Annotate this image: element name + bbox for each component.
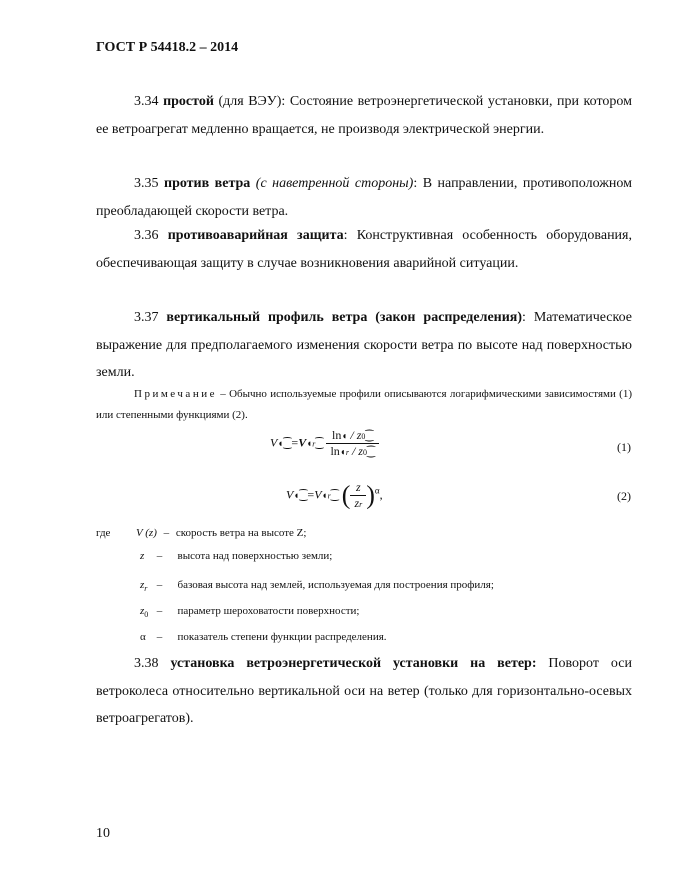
- definition-text: : В направлении, противоположном преобладающей скорости ветра.: [96, 176, 633, 219]
- formula-power: α: [374, 485, 380, 496]
- formula-1-fraction: $\frac{\ln◖ / z0⁐}{\ln◖r / z0⁐}$: [326, 428, 379, 459]
- term: установка ветроэнергетической установки на ветер:: [170, 656, 537, 671]
- formula-1: V◖⁐=V◖r⁐ $\frac{\ln◖ / z0⁐}{\ln◖r / z0⁐}$: [270, 428, 379, 459]
- legend-symbol: z: [140, 579, 145, 591]
- legend-text: высота над поверхностью земли;: [177, 550, 333, 562]
- note-label: Примечание: [134, 388, 217, 400]
- legend-row-2: [140, 550, 332, 562]
- legend-symbol-sub: r: [144, 584, 148, 594]
- definition-3-34: [96, 88, 632, 143]
- item-number: 3.34: [134, 94, 159, 109]
- definition-3-36: [96, 222, 632, 277]
- definition-text: : Конструктивная особенность оборудования, обеспечивающая защиту в случае возникновения аварийной ситуации.: [96, 228, 632, 271]
- frac-den-sub0: 0: [362, 448, 367, 457]
- frac-num-sub0: 0: [361, 432, 366, 441]
- formula-lhs: V: [286, 487, 294, 502]
- legend-symbol: α: [140, 631, 146, 643]
- item-number: 3.38: [134, 656, 159, 671]
- frac-den-sub-r: r: [359, 500, 363, 509]
- legend-symbol: z: [140, 550, 145, 562]
- frac-den-sub-r: r: [345, 448, 349, 457]
- formula-equals: =: [307, 487, 315, 502]
- legend-text: базовая высота над землей, используемая для построения профиля;: [177, 579, 494, 591]
- legend-symbol: V (z): [136, 527, 157, 539]
- note: [96, 384, 632, 426]
- legend-dash: –: [156, 631, 163, 643]
- definition-text: Поворот оси ветроколеса относительно вертикальной оси на ветер (только для горизонтально-осевых ветроагрегатов).: [96, 656, 632, 726]
- term-qualifier: (для ВЭУ): [213, 94, 282, 109]
- equation-number-1: (1): [617, 440, 631, 454]
- frac-den-arg: / z: [348, 444, 363, 458]
- formula-equals: =: [291, 435, 299, 450]
- definition-3-37: [96, 304, 632, 387]
- legend-symbol: z: [140, 605, 145, 617]
- term: простой: [163, 94, 214, 109]
- note-text: – Обычно используемые профили описываются логарифмическими зависимостями (1) или степенными функциями (2).: [96, 388, 632, 421]
- page-number: 10: [96, 826, 110, 841]
- legend-row-1: [136, 527, 306, 539]
- frac-den-ln: ln: [330, 444, 340, 458]
- legend-row-3: [140, 579, 494, 593]
- legend-text: показатель степени функции распределения.: [177, 631, 387, 643]
- definition-text: : Математическое выражение для предполагаемого изменения скорости ветра по высоте над поверхностью земли.: [96, 310, 632, 380]
- frac-den: z: [354, 496, 360, 510]
- legend-dash: –: [156, 605, 163, 617]
- definition-text: : Состояние ветроэнергетической установки, при котором ее ветроагрегат медленно вращается, не производя электрической энергии.: [96, 94, 632, 137]
- legend-where: где: [96, 527, 111, 539]
- legend-dash: –: [156, 550, 163, 562]
- formula-trail: ,: [379, 487, 383, 502]
- legend-symbol-sub: 0: [144, 610, 149, 620]
- legend-text: скорость ветра на высоте Z;: [175, 527, 307, 539]
- item-number: 3.36: [134, 228, 159, 243]
- formula-2-fraction: [350, 480, 366, 511]
- term: вертикальный профиль ветра (закон распределения): [166, 310, 523, 325]
- legend-dash: –: [156, 579, 163, 591]
- item-number: 3.37: [134, 310, 159, 325]
- frac-num: z: [350, 480, 366, 496]
- formula-2: V◖⁐=V◖r⁐ ( $\frac{z}{zr}$ )$^\alpha$,: [286, 480, 383, 510]
- formula-rhs: V: [298, 435, 307, 450]
- document-header: ГОСТ Р 54418.2 – 2014: [96, 40, 239, 55]
- legend-text: параметр шероховатости поверхности;: [177, 605, 360, 617]
- frac-num-arg: / z: [347, 428, 362, 442]
- frac-num-ln: ln: [332, 428, 342, 442]
- formula-rhs: V: [314, 487, 322, 502]
- item-number: 3.35: [134, 176, 159, 191]
- term: против ветра: [164, 176, 251, 191]
- definition-3-38: [96, 650, 632, 733]
- equation-number-2: (2): [617, 489, 631, 503]
- legend-dash: –: [163, 527, 170, 539]
- legend-row-4: [140, 605, 359, 619]
- formula-lhs: V: [270, 435, 278, 450]
- legend-row-5: [140, 631, 387, 643]
- term: противоаварийная защита: [167, 228, 344, 243]
- formula-sub-r: r: [312, 439, 316, 449]
- definition-3-35: [96, 170, 632, 225]
- term-qualifier: (с наветренной стороны): [255, 176, 414, 191]
- formula-sub-r: r: [327, 491, 331, 501]
